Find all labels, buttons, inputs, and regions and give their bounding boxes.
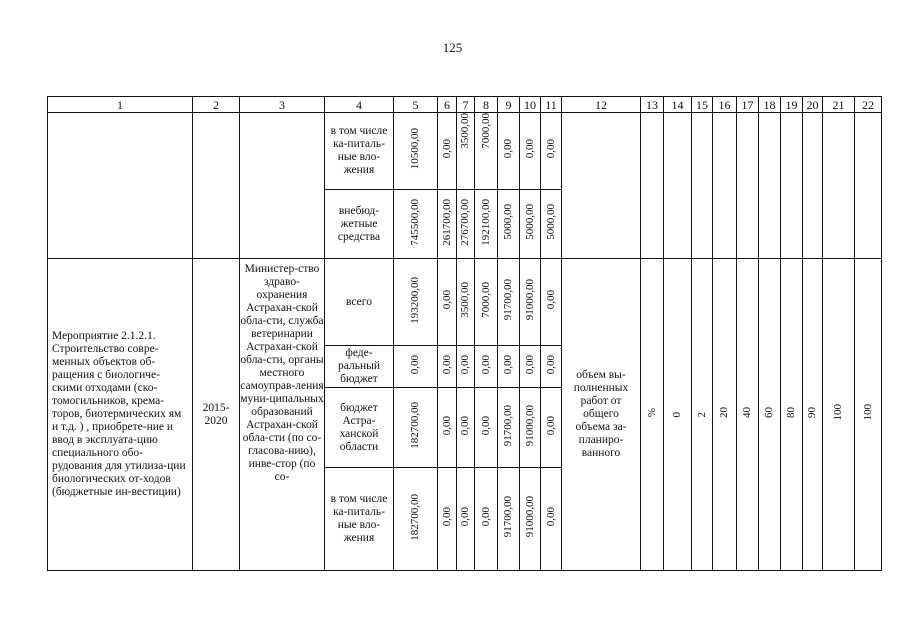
value-cell: 91000,00 xyxy=(520,388,541,468)
value-cell: 91700,00 xyxy=(498,468,520,571)
value-cell: 7000,00 xyxy=(475,113,498,190)
target-cell: 0 xyxy=(664,259,692,571)
header-cell: 8 xyxy=(475,97,498,113)
header-cell: 1 xyxy=(48,97,193,113)
blank-cell xyxy=(823,113,855,259)
value-cell: 0,00 xyxy=(541,113,562,190)
table-row xyxy=(48,113,882,190)
blank-cell xyxy=(664,113,692,259)
header-cell: 20 xyxy=(803,97,823,113)
value-cell: 0,00 xyxy=(457,468,475,571)
value-cell: 0,00 xyxy=(520,346,541,388)
table-row xyxy=(48,259,882,346)
header-cell: 3 xyxy=(240,97,325,113)
header-cell: 19 xyxy=(781,97,803,113)
value-cell: 0,00 xyxy=(541,259,562,346)
value-cell: 91700,00 xyxy=(498,259,520,346)
header-cell: 11 xyxy=(541,97,562,113)
indicator-name: объем вы-полненных работ от общего объема за-планиро-ванного xyxy=(562,259,641,571)
header-cell: 18 xyxy=(759,97,781,113)
event-period: 2015-2020 xyxy=(193,259,240,571)
header-row xyxy=(48,97,882,113)
blank-cell xyxy=(692,113,713,259)
blank-cell xyxy=(562,113,641,259)
value-cell: 0,00 xyxy=(475,468,498,571)
value-cell: 0,00 xyxy=(438,468,457,571)
value-cell: 0,00 xyxy=(457,388,475,468)
value-cell: 91000,00 xyxy=(520,259,541,346)
value-cell: 0,00 xyxy=(541,388,562,468)
header-cell: 5 xyxy=(394,97,438,113)
header-cell: 7 xyxy=(457,97,475,113)
target-cell: 100 xyxy=(823,259,855,571)
funding-source-label: в том числе ка-питаль-ные вло-жения xyxy=(325,468,394,571)
value-cell: 0,00 xyxy=(475,346,498,388)
header-cell: 10 xyxy=(520,97,541,113)
header-cell: 9 xyxy=(498,97,520,113)
value-cell: 0,00 xyxy=(498,113,520,190)
header-cell: 6 xyxy=(438,97,457,113)
value-cell: 193200,00 xyxy=(394,259,438,346)
target-cell: 100 xyxy=(855,259,882,571)
target-cell: 40 xyxy=(737,259,759,571)
value-cell: 0,00 xyxy=(438,346,457,388)
target-cell: 80 xyxy=(781,259,803,571)
blank-cell xyxy=(855,113,882,259)
header-cell: 2 xyxy=(193,97,240,113)
funding-source-label: бюджет Астра-ханской области xyxy=(325,388,394,468)
blank-cell xyxy=(240,113,325,259)
target-cell: 20 xyxy=(713,259,737,571)
value-cell: 182700,00 xyxy=(394,468,438,571)
value-cell: 745500,00 xyxy=(394,190,438,259)
value-cell: 5000,00 xyxy=(498,190,520,259)
value-cell: 0,00 xyxy=(438,388,457,468)
value-cell: 0,00 xyxy=(498,346,520,388)
funding-source-label: внебюд-жетные средства xyxy=(325,190,394,259)
header-cell: 16 xyxy=(713,97,737,113)
target-cell: 90 xyxy=(803,259,823,571)
blank-cell xyxy=(759,113,781,259)
value-cell: 7000,00 xyxy=(475,259,498,346)
header-cell: 13 xyxy=(641,97,664,113)
value-cell: 0,00 xyxy=(438,113,457,190)
blank-cell xyxy=(641,113,664,259)
value-cell: 5000,00 xyxy=(520,190,541,259)
value-cell: 10500,00 xyxy=(394,113,438,190)
value-cell: 91000,00 xyxy=(520,468,541,571)
header-cell: 15 xyxy=(692,97,713,113)
value-cell: 182700,00 xyxy=(394,388,438,468)
value-cell: 3500,00 xyxy=(457,259,475,346)
value-cell: 0,00 xyxy=(541,468,562,571)
indicator-unit: % xyxy=(641,259,664,571)
value-cell: 0,00 xyxy=(520,113,541,190)
value-cell: 261700,00 xyxy=(438,190,457,259)
value-cell: 0,00 xyxy=(541,346,562,388)
blank-cell xyxy=(781,113,803,259)
value-cell: 0,00 xyxy=(475,388,498,468)
header-cell: 4 xyxy=(325,97,394,113)
data-table xyxy=(47,96,882,571)
header-cell: 22 xyxy=(855,97,882,113)
blank-cell xyxy=(737,113,759,259)
header-cell: 21 xyxy=(823,97,855,113)
value-cell: 0,00 xyxy=(394,346,438,388)
value-cell: 3500,00 xyxy=(457,113,475,190)
value-cell: 192100,00 xyxy=(475,190,498,259)
funding-source-label: всего xyxy=(325,259,394,346)
header-cell: 12 xyxy=(562,97,641,113)
blank-cell xyxy=(48,113,193,259)
value-cell: 5000,00 xyxy=(541,190,562,259)
value-cell: 0,00 xyxy=(457,346,475,388)
funding-source-label: в том числе ка-питаль-ные вло-жения xyxy=(325,113,394,190)
blank-cell xyxy=(713,113,737,259)
blank-cell xyxy=(193,113,240,259)
target-cell: 60 xyxy=(759,259,781,571)
target-cell: 2 xyxy=(692,259,713,571)
blank-cell xyxy=(803,113,823,259)
header-cell: 17 xyxy=(737,97,759,113)
event-name: Мероприятие 2.1.2.1. Строительство совре-менных объектов об-ращения с биологиче-скими отходами (ско-томогильников, крема-торов, биотермических ям и т.д. ) , приобрете-ние и ввод в эксплуата-цию специального обо-рудования для утилиза-ции биологических от-ходов (бюджетные ин-вестиции) xyxy=(48,259,193,571)
value-cell: 276700,00 xyxy=(457,190,475,259)
page-number: 125 xyxy=(442,40,463,55)
funding-source-label: феде-ральный бюджет xyxy=(325,346,394,388)
header-cell: 14 xyxy=(664,97,692,113)
event-executor: Министер-ство здраво-охранения Астрахан-ской обла-сти, служба ветеринарии Астрахан-ской обла-сти, органы местного самоуправ-ления муни-ципальных образований Астрахан-ской обла-сти (по со-гласова-нию), инве-стор (по со- xyxy=(240,259,325,571)
value-cell: 0,00 xyxy=(438,259,457,346)
value-cell: 91700,00 xyxy=(498,388,520,468)
